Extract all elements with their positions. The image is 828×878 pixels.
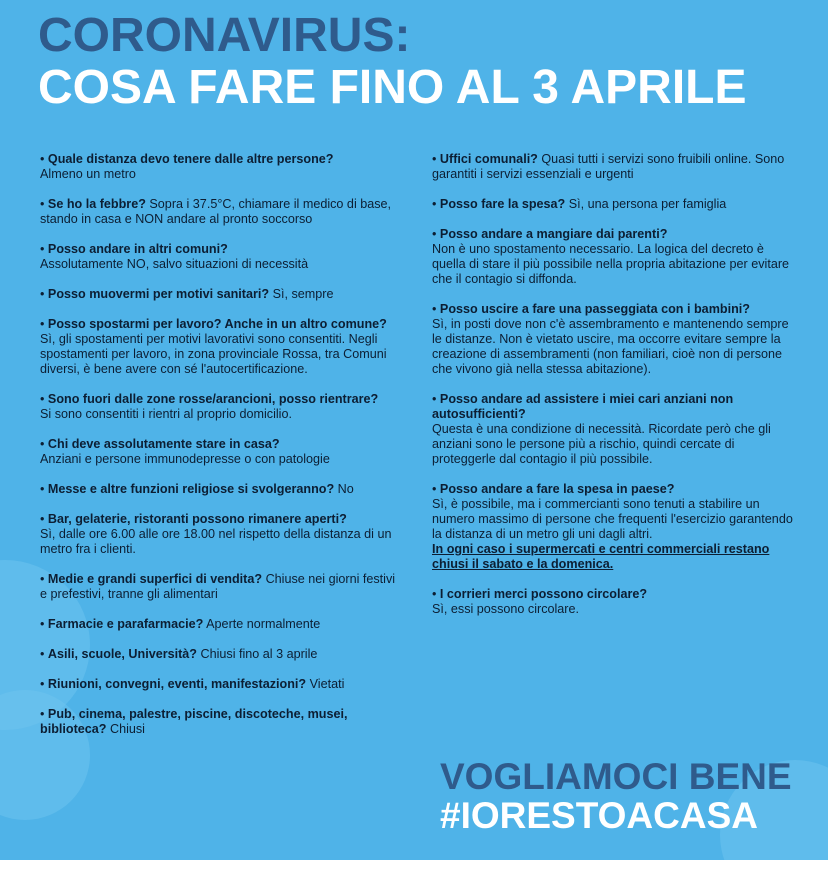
faq-answer: Anziani e persone immunodepresse o con patologie (40, 452, 330, 466)
faq-question: • Bar, gelaterie, ristoranti possono rimanere aperti? (40, 512, 347, 526)
headline (38, 9, 747, 114)
faq-answer: Sì, è possibile, ma i commercianti sono tenuti a stabilire un numero massimo di persone che frequenti l'esercizio garantendo la distanza di un metro gli uni dagli altri. (432, 497, 793, 541)
faq-answer: Assolutamente NO, salvo situazioni di necessità (40, 257, 309, 271)
faq-answer: Sopra i 37.5°C, chiamare il medico di base, stando in casa e NON andare al pronto soccorso (40, 197, 392, 226)
footer-slogan (440, 758, 792, 834)
faq-question: • Posso andare a fare la spesa in paese? (432, 482, 674, 496)
faq-answer: Si sono consentiti i rientri al proprio domicilio. (40, 407, 292, 421)
faq-item (40, 707, 405, 737)
faq-question: • Se ho la febbre? (40, 197, 146, 211)
faq-question: • Farmacie e parafarmacie? (40, 617, 203, 631)
faq-answer: Vietati (309, 677, 345, 691)
faq-column-right (432, 152, 796, 632)
faq-question: • Quale distanza devo tenere dalle altre persone? (40, 152, 333, 166)
faq-answer: Chiuse nei giorni festivi e prefestivi, tranne gli alimentari (40, 572, 396, 601)
faq-question: • Posso uscire a fare una passeggiata con i bambini? (432, 302, 750, 316)
faq-question: • Asili, scuole, Università? (40, 647, 197, 661)
faq-answer: Sì, in posti dove non c'è assembramento e mantenendo sempre le distanze. Non è vietato uscire, ma occorre evitare sempre la creazione di assembramenti (non familiari, cioè non di persone che vivono già nella stessa abitazione). (432, 317, 789, 376)
faq-item (432, 302, 796, 377)
faq-answer: No (337, 482, 354, 496)
faq-item (432, 587, 796, 617)
faq-answer: Questa è una condizione di necessità. Ricordate però che gli anziani sono le persone più a rischio, quindi cercate di proteggerle dal contagio il più possibile. (432, 422, 771, 466)
faq-item (40, 437, 405, 467)
faq-item (432, 227, 796, 287)
faq-question: • Chi deve assolutamente stare in casa? (40, 437, 280, 451)
faq-column-left (40, 152, 405, 752)
faq-item (40, 647, 405, 662)
faq-answer: Sì, essi possono circolare. (432, 602, 579, 616)
faq-question: • Sono fuori dalle zone rosse/arancioni, posso rientrare? (40, 392, 378, 406)
faq-question: • Posso andare in altri comuni? (40, 242, 228, 256)
faq-question: • Pub, cinema, palestre, piscine, discoteche, musei, biblioteca? (40, 707, 348, 736)
faq-item (432, 392, 796, 467)
faq-item (432, 482, 796, 572)
faq-answer: Aperte normalmente (206, 617, 321, 631)
faq-answer: Quasi tutti i servizi sono fruibili online. Sono garantiti i servizi essenziali e urgenti (432, 152, 785, 181)
faq-question: • Posso spostarmi per lavoro? Anche in un altro comune? (40, 317, 387, 331)
faq-answer: Chiusi fino al 3 aprile (200, 647, 318, 661)
faq-question: • Posso andare ad assistere i miei cari anziani non autosufficienti? (432, 392, 733, 421)
faq-item (40, 392, 405, 422)
title-line-2: COSA FARE FINO AL 3 APRILE (38, 61, 747, 114)
faq-question: • Riunioni, convegni, eventi, manifestazioni? (40, 677, 306, 691)
faq-note-underlined: In ogni caso i supermercati e centri commerciali restano chiusi il sabato e la domenica. (432, 542, 770, 571)
faq-question: • Posso muovermi per motivi sanitari? (40, 287, 269, 301)
faq-answer: Sì, gli spostamenti per motivi lavorativi sono consentiti. Negli spostamenti per lavoro, in zona provinciale Rossa, tra Comuni diversi, è bene avere con sé l'autocertificazione. (40, 332, 387, 376)
faq-item (40, 287, 405, 302)
faq-item (40, 197, 405, 227)
faq-item (40, 512, 405, 557)
faq-item (40, 677, 405, 692)
slogan-hashtag: #IORESTOACASA (440, 795, 758, 836)
faq-item (40, 617, 405, 632)
title-line-1: CORONAVIRUS: (38, 9, 411, 62)
faq-question: • Medie e grandi superfici di vendita? (40, 572, 262, 586)
faq-answer: Sì, dalle ore 6.00 alle ore 18.00 nel rispetto della distanza di un metro fra i clienti. (40, 527, 392, 556)
faq-answer: Chiusi (109, 722, 145, 736)
faq-question: • Uffici comunali? (432, 152, 538, 166)
faq-answer: Almeno un metro (40, 167, 136, 181)
faq-question: • Posso andare a mangiare dai parenti? (432, 227, 667, 241)
faq-item (40, 572, 405, 602)
slogan-line-1: VOGLIAMOCI BENE (440, 756, 792, 797)
faq-item (432, 197, 796, 212)
faq-question: • I corrieri merci possono circolare? (432, 587, 647, 601)
faq-item (40, 242, 405, 272)
faq-question: • Posso fare la spesa? (432, 197, 565, 211)
faq-answer: Sì, una persona per famiglia (568, 197, 727, 211)
faq-question: • Messe e altre funzioni religiose si svolgeranno? (40, 482, 334, 496)
faq-item (40, 152, 405, 182)
faq-item (40, 317, 405, 377)
faq-item (40, 482, 405, 497)
faq-answer: Sì, sempre (272, 287, 334, 301)
faq-answer: Non è uno spostamento necessario. La logica del decreto è quella di stare il più possibile nella propria abitazione per evitare che il contagio si diffonda. (432, 242, 790, 286)
faq-item (432, 152, 796, 182)
